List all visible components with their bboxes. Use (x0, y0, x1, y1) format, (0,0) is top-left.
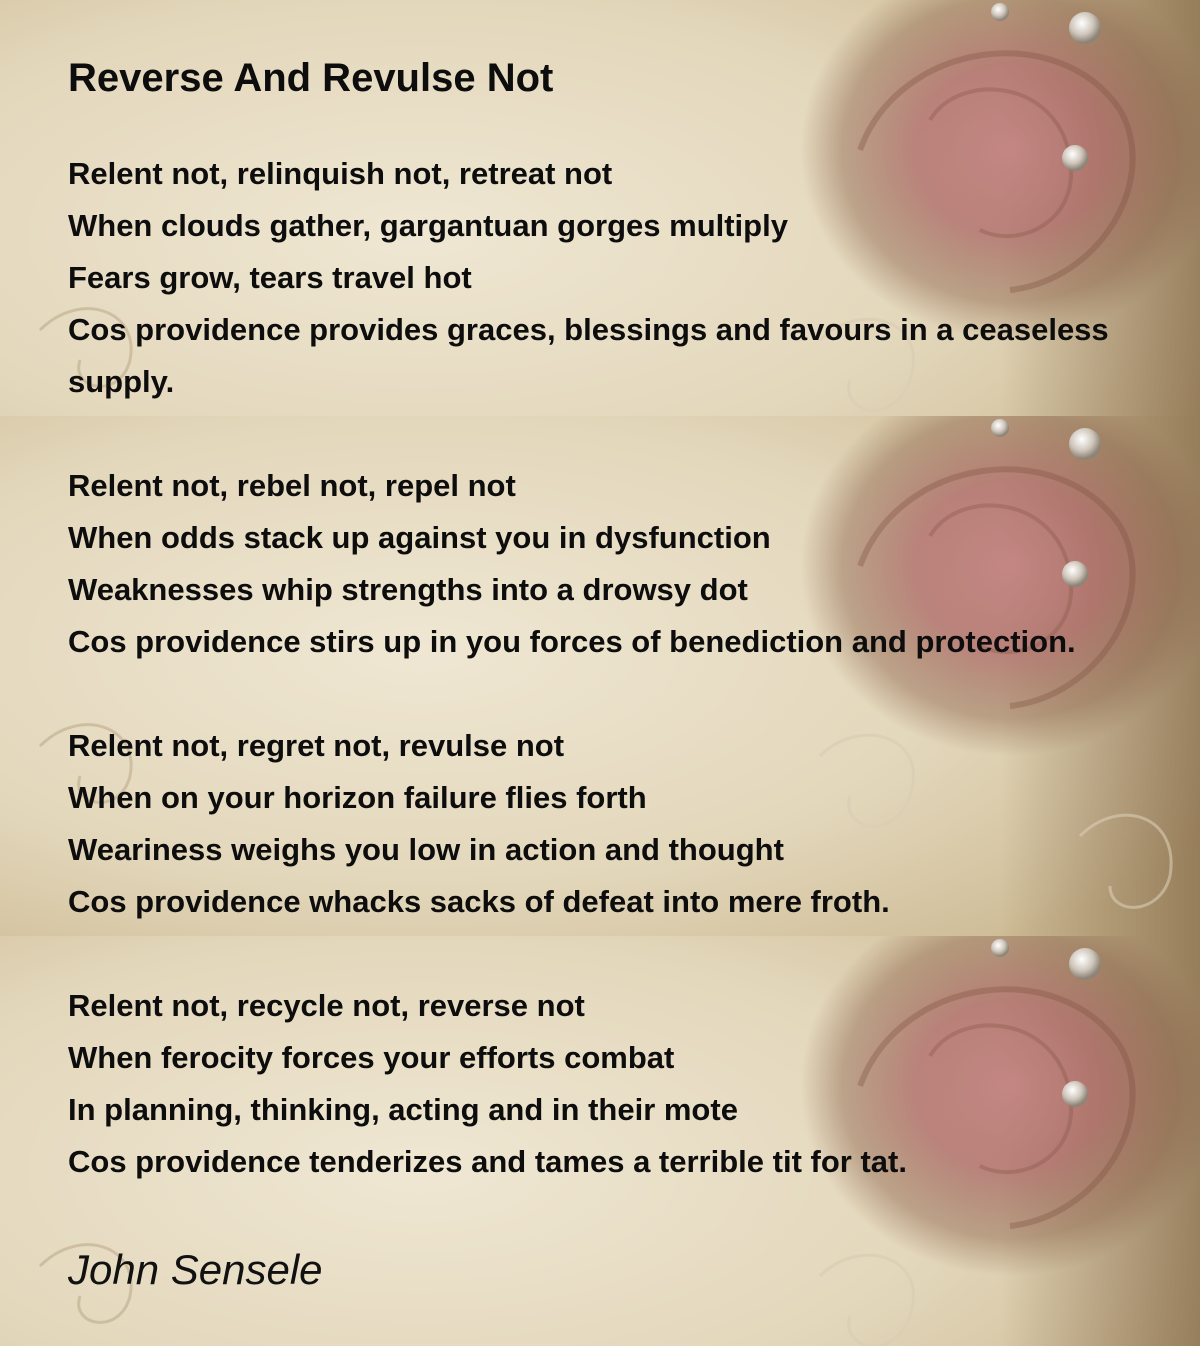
poem-line: When on your horizon failure flies forth (68, 780, 647, 815)
poem-line: Weariness weighs you low in action and thought (68, 832, 784, 867)
poem-line: Cos providence tenderizes and tames a terrible tit for tat. (68, 1144, 907, 1179)
stanza-3 (68, 720, 1178, 928)
poem-line: Relent not, recycle not, reverse not (68, 988, 585, 1023)
poem-line: When clouds gather, gargantuan gorges multiply (68, 208, 788, 243)
stanza-4 (68, 980, 1178, 1188)
poem-line: Relent not, rebel not, repel not (68, 468, 516, 503)
poem-line: Weaknesses whip strengths into a drowsy dot (68, 572, 748, 607)
poem-line: Cos providence provides graces, blessings and favours in a ceaseless supply. (68, 312, 1109, 399)
poem-line: Cos providence whacks sacks of defeat into mere froth. (68, 884, 890, 919)
poem-line: Relent not, regret not, revulse not (68, 728, 565, 763)
poem-line: Fears grow, tears travel hot (68, 260, 472, 295)
poem-author: John Sensele (68, 1246, 323, 1293)
stanza-2 (68, 460, 1178, 668)
poem-line: Cos providence stirs up in you forces of benediction and protection. (68, 624, 1076, 659)
poem-line: Relent not, relinquish not, retreat not (68, 156, 613, 191)
poem-title: Reverse And Revulse Not (68, 56, 554, 100)
poem-line: When odds stack up against you in dysfunction (68, 520, 771, 555)
poem-line: In planning, thinking, acting and in their mote (68, 1092, 738, 1127)
poem-line: When ferocity forces your efforts combat (68, 1040, 675, 1075)
stanza-1 (68, 148, 1178, 408)
